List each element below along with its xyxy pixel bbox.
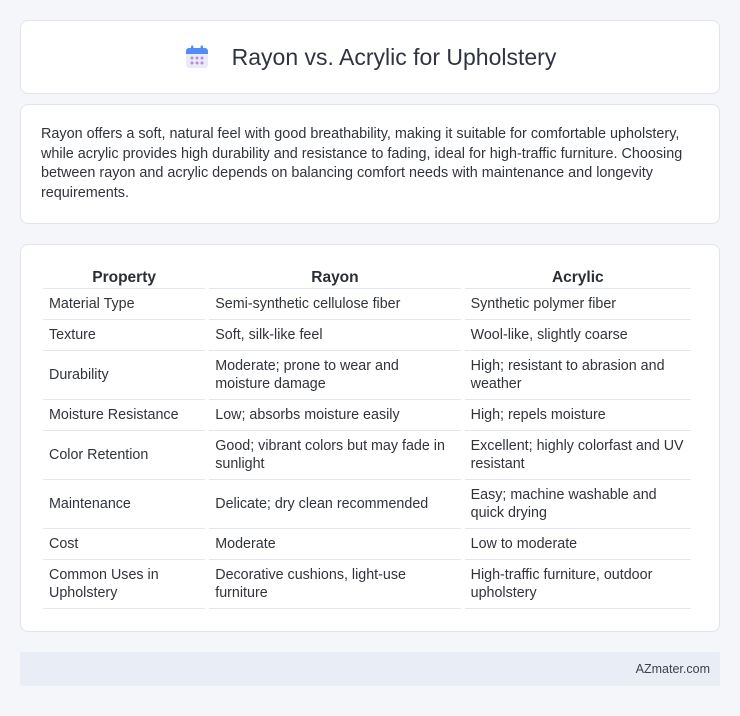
table-row — [43, 351, 691, 400]
comparison-table-card — [20, 244, 720, 632]
cell-rayon: Low; absorbs moisture easily — [209, 400, 460, 431]
cell-property: Cost — [43, 529, 205, 560]
table-header-row — [43, 265, 691, 289]
cell-rayon: Soft, silk-like feel — [209, 320, 460, 351]
cell-property: Common Uses in Upholstery — [43, 560, 205, 609]
summary-card — [20, 104, 720, 224]
column-header-acrylic: Acrylic — [465, 265, 691, 289]
cell-acrylic: Low to moderate — [465, 529, 691, 560]
column-header-property: Property — [43, 265, 205, 289]
title-card — [20, 20, 720, 94]
cell-acrylic: High; resistant to abrasion and weather — [465, 351, 691, 400]
comparison-table — [39, 265, 695, 609]
column-header-rayon: Rayon — [209, 265, 460, 289]
cell-property: Durability — [43, 351, 205, 400]
cell-acrylic: Synthetic polymer fiber — [465, 289, 691, 320]
footer — [20, 652, 720, 686]
cell-rayon: Semi-synthetic cellulose fiber — [209, 289, 460, 320]
summary-text: Rayon offers a soft, natural feel with good breathability, making it suitable for comfortable upholstery, while acrylic provides high durability and resistance to fading, ideal for high-traffic furniture. Choosing between rayon and acrylic depends on balancing comfort needs with maintenance and longevity requirements. — [41, 126, 683, 201]
cell-acrylic: Excellent; highly colorfast and UV resistant — [465, 431, 691, 480]
table-row — [43, 431, 691, 480]
cell-property: Material Type — [43, 289, 205, 320]
footer-brand: AZmater.com — [635, 662, 710, 676]
page-title: Rayon vs. Acrylic for Upholstery — [231, 43, 557, 70]
cell-property: Texture — [43, 320, 205, 351]
cell-acrylic: Wool-like, slightly coarse — [465, 320, 691, 351]
cell-property: Moisture Resistance — [43, 400, 205, 431]
table-row — [43, 560, 691, 609]
cell-acrylic: High-traffic furniture, outdoor upholstery — [465, 560, 691, 609]
cell-property: Color Retention — [43, 431, 205, 480]
table-row — [43, 289, 691, 320]
calendar-icon — [184, 44, 210, 70]
cell-property: Maintenance — [43, 480, 205, 529]
cell-acrylic: Easy; machine washable and quick drying — [465, 480, 691, 529]
table-row — [43, 529, 691, 560]
cell-rayon: Delicate; dry clean recommended — [209, 480, 460, 529]
table-row — [43, 480, 691, 529]
cell-rayon: Moderate; prone to wear and moisture damage — [209, 351, 460, 400]
cell-rayon: Moderate — [209, 529, 460, 560]
cell-rayon: Good; vibrant colors but may fade in sunlight — [209, 431, 460, 480]
cell-rayon: Decorative cushions, light-use furniture — [209, 560, 460, 609]
cell-acrylic: High; repels moisture — [465, 400, 691, 431]
table-row — [43, 320, 691, 351]
table-row — [43, 400, 691, 431]
